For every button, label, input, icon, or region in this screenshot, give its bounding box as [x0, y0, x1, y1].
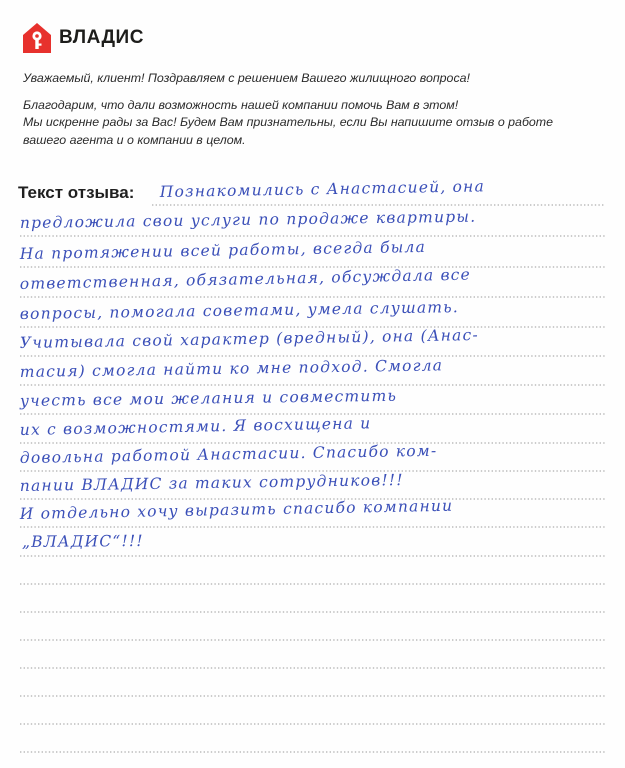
handwritten-line: предложила свои услуги по продаже квартиры. [19, 207, 477, 232]
handwritten-line: Познакомились с Анастасией, она [159, 177, 486, 201]
house-key-icon [22, 22, 52, 54]
handwritten-line: довольна работой Анастасии. Спасибо ком- [19, 441, 438, 467]
request-line: Мы искренне рады за Вас! Будем Вам признательны, если Вы напишите отзыв о работе [23, 115, 554, 129]
handwritten-line: Учитывала свой характер (вредный), она (Анас- [19, 325, 480, 352]
handwritten-line: И отдельно хочу выразить спасибо компании [19, 496, 454, 523]
intro-text [23, 70, 613, 149]
thanks-line: Благодарим, что дали возможность нашей компании помочь Вам в этом! [23, 97, 459, 112]
handwritten-line: их с возможностями. Я восхищена и [19, 414, 372, 439]
brand-logo [22, 22, 144, 54]
handwritten-line: пании ВЛАДИС за таких сотрудников!!! [19, 470, 404, 495]
handwritten-line: тасия) смогла найти ко мне подход. Смогла [19, 356, 444, 381]
review-label: Текст отзыва: [18, 183, 135, 202]
brand-name: ВЛАДИС [59, 27, 144, 48]
handwritten-line: „ВЛАДИС“!!! [21, 531, 144, 551]
request-line-cont: вашего агента и о компании в целом. [23, 132, 246, 147]
greeting-line: Уважаемый, клиент! Поздравляем с решением Вашего жилищного вопроса! [23, 71, 470, 85]
handwritten-line: учесть все мои желания и совместить [19, 386, 398, 410]
handwritten-line: На протяжении всей работы, всегда была [19, 237, 427, 263]
handwritten-line: ответственная, обязательная, обсуждала все [19, 265, 472, 293]
handwritten-line: вопросы, помогала советами, умела слушать. [19, 298, 460, 323]
